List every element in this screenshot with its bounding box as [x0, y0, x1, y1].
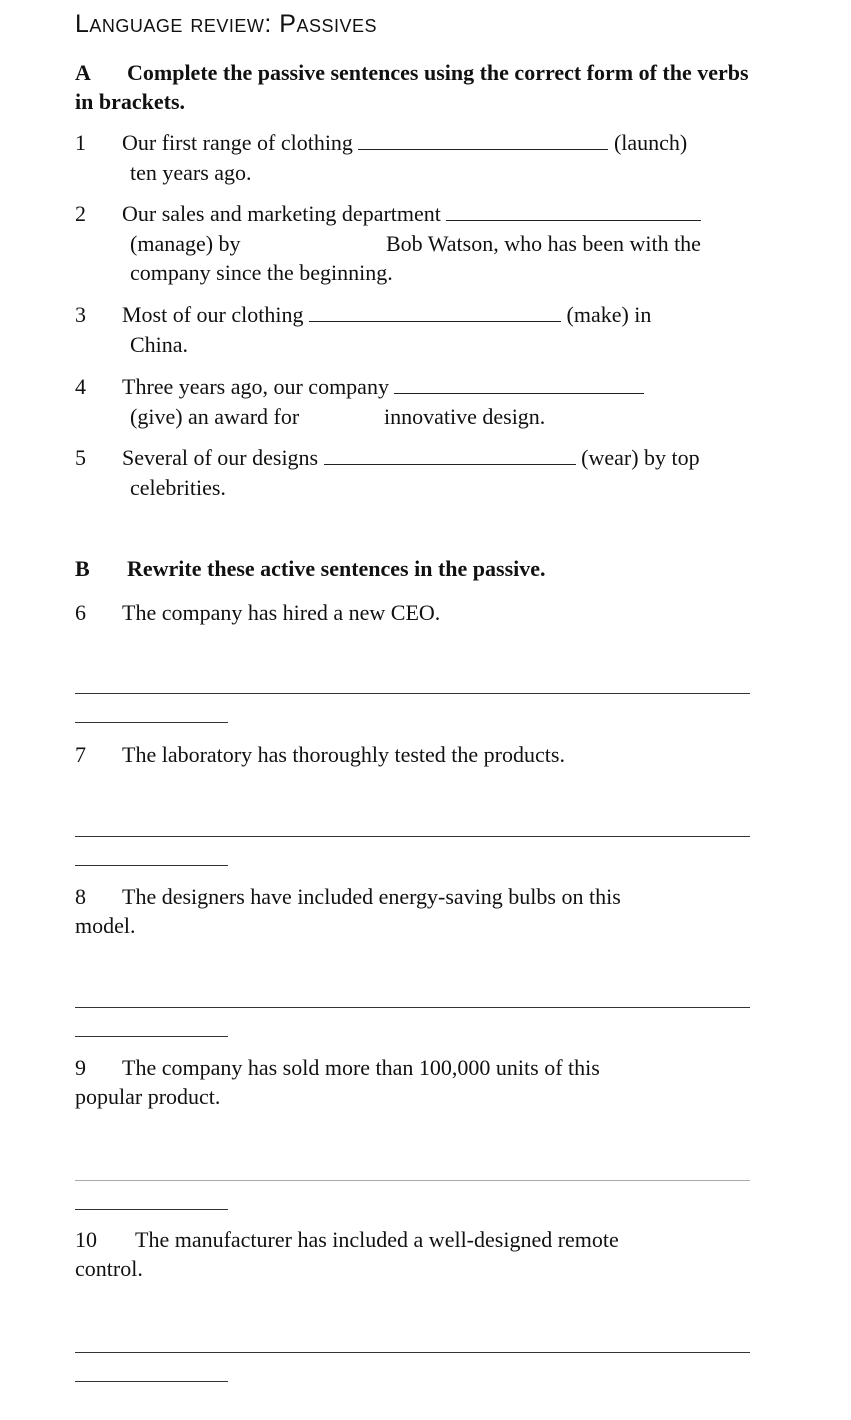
verb-hint: (launch)	[613, 130, 688, 155]
question-number: 9	[75, 1055, 86, 1080]
question-text: The company has sold more than 100,000 units of this	[122, 1055, 600, 1080]
question-number: 5	[75, 445, 86, 470]
question-text: innovative design.	[384, 404, 546, 429]
section-a-letter: A	[75, 60, 91, 85]
question-number: 2	[75, 201, 86, 226]
section-b-instruction	[75, 556, 546, 582]
question-4	[75, 372, 755, 432]
question-text: Most of our clothing	[122, 302, 304, 327]
question-text: celebrities.	[130, 475, 226, 500]
question-3	[75, 300, 755, 360]
question-number: 7	[75, 742, 86, 767]
question-text: Three years ago, our company	[122, 374, 389, 399]
question-text: ten years ago.	[130, 160, 252, 185]
verb-hint: (wear) by top	[581, 445, 700, 470]
page-title: Language review: Passives	[75, 10, 377, 38]
verb-hint: (make) in	[566, 302, 652, 327]
answer-blank-1[interactable]	[358, 131, 608, 150]
question-2	[75, 199, 755, 289]
question-text: control.	[75, 1256, 143, 1281]
question-text: The designers have included energy-saving bulbs on this	[122, 884, 621, 909]
answer-line-9-end[interactable]	[75, 1209, 228, 1210]
answer-line-10-end[interactable]	[75, 1381, 228, 1382]
section-b-text: Rewrite these active sentences in the passive.	[127, 556, 546, 581]
question-text: China.	[130, 332, 189, 357]
question-1	[75, 128, 755, 188]
question-text: The company has hired a new CEO.	[122, 600, 441, 625]
question-number: 1	[75, 130, 86, 155]
question-number: 10	[75, 1227, 97, 1252]
section-a-instruction	[75, 58, 765, 116]
question-number: 6	[75, 600, 86, 625]
answer-line-9[interactable]	[75, 1180, 750, 1181]
answer-line-6[interactable]	[75, 693, 750, 694]
answer-line-7[interactable]	[75, 836, 750, 837]
answer-line-8[interactable]	[75, 1007, 750, 1008]
answer-line-8-end[interactable]	[75, 1036, 228, 1037]
question-text: Bob Watson, who has been with the	[386, 231, 701, 256]
answer-line-10[interactable]	[75, 1352, 750, 1353]
question-8	[75, 882, 755, 940]
question-6	[75, 598, 755, 627]
verb-hint: (manage) by	[130, 231, 241, 256]
answer-blank-3[interactable]	[309, 303, 561, 322]
question-number: 8	[75, 884, 86, 909]
question-10	[75, 1225, 755, 1283]
answer-line-7-end[interactable]	[75, 865, 228, 866]
question-9	[75, 1053, 755, 1111]
question-number: 3	[75, 302, 86, 327]
question-text: The manufacturer has included a well-designed remote	[135, 1227, 619, 1252]
answer-blank-5[interactable]	[324, 446, 576, 465]
question-text: Our sales and marketing department	[122, 201, 441, 226]
question-number: 4	[75, 374, 86, 399]
question-5	[75, 443, 755, 503]
question-text: popular product.	[75, 1084, 221, 1109]
question-7	[75, 740, 755, 769]
answer-blank-2[interactable]	[446, 202, 701, 221]
question-text: Several of our designs	[122, 445, 319, 470]
question-text: Our first range of clothing	[122, 130, 353, 155]
question-text: company since the beginning.	[130, 260, 393, 285]
answer-line-6-end[interactable]	[75, 722, 228, 723]
section-b-letter: B	[75, 556, 90, 581]
answer-blank-4[interactable]	[394, 375, 644, 394]
question-text: model.	[75, 913, 136, 938]
section-a-text: Complete the passive sentences using the correct form of the verbs in brackets.	[75, 60, 749, 114]
verb-hint: (give) an award for	[130, 404, 300, 429]
question-text: The laboratory has thoroughly tested the products.	[122, 742, 565, 767]
